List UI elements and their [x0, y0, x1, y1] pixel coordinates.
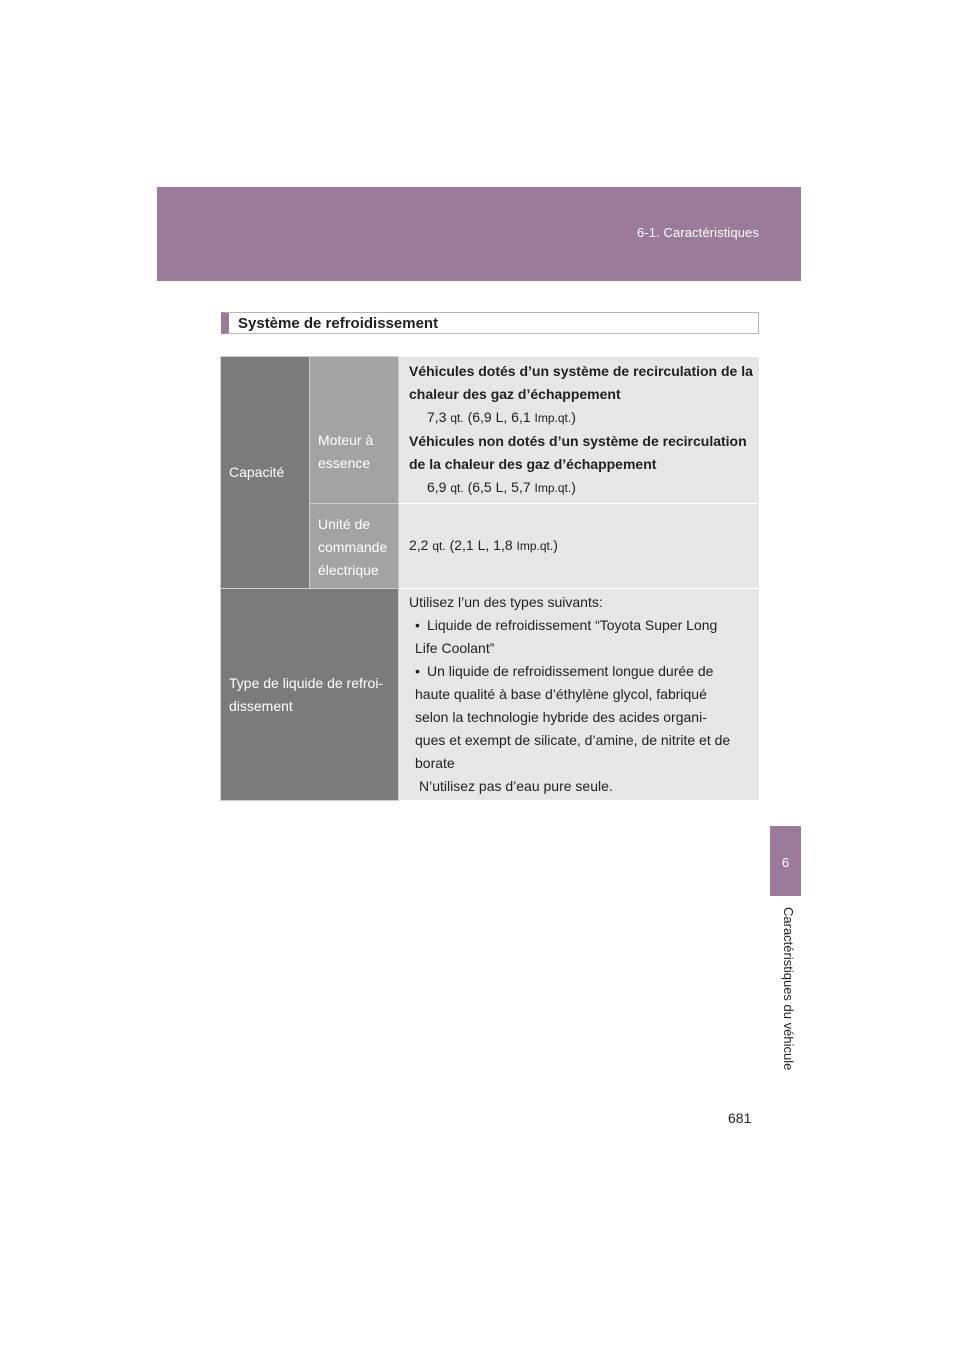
- value-number: 7,3: [427, 409, 451, 426]
- section-title: [221, 312, 759, 334]
- gas-engine-label-cell: [310, 357, 399, 504]
- list-item-text: Liquide de refroidissement “Toyota Super Long: [427, 617, 718, 633]
- section-title-text: Système de refroidissement: [238, 315, 439, 332]
- value-unit: qt.: [450, 411, 464, 426]
- ecu-value: [409, 534, 753, 558]
- value-unit: Imp.qt.: [534, 481, 572, 496]
- ecu-value-cell: [399, 504, 760, 589]
- table-row: [221, 357, 760, 504]
- value-unit: Imp.qt.: [516, 539, 554, 554]
- without-recirc-heading: de la chaleur des gaz d’échappement: [409, 456, 657, 473]
- ecu-label-line: Unité de: [318, 515, 371, 532]
- capacity-label: Capacité: [229, 464, 285, 480]
- with-recirc-value: [409, 406, 753, 430]
- list-item-text: borate: [415, 755, 455, 771]
- value-unit: qt.: [450, 481, 464, 496]
- list-item: [409, 614, 753, 660]
- with-recirc-heading: Véhicules dotés d’un système de recirculation de la: [409, 363, 753, 380]
- gas-engine-label-line: Moteur à: [318, 432, 374, 449]
- gas-engine-value-cell: [399, 357, 760, 504]
- cooling-system-table: [220, 356, 760, 801]
- page-number: 681: [728, 1110, 752, 1126]
- bullet-icon: •: [415, 663, 420, 679]
- value-liters: (6,9 L, 6,1: [463, 409, 535, 426]
- with-recirc-heading: chaleur des gaz d’échappement: [409, 386, 621, 403]
- value-liters: (6,5 L, 5,7: [463, 479, 535, 496]
- value-close: ): [571, 479, 576, 496]
- coolant-type-label-cell: [221, 589, 399, 801]
- ecu-label-line: commande: [318, 538, 388, 555]
- header-band: [157, 187, 801, 281]
- without-recirc-heading: Véhicules non dotés d’un système de recirculation: [409, 433, 747, 450]
- value-close: ): [571, 409, 576, 426]
- coolant-type-label-line: Type de liquide de refroi-: [229, 674, 384, 691]
- value-unit: Imp.qt.: [534, 411, 572, 426]
- capacity-label-cell: [221, 357, 310, 589]
- coolant-type-label-line: dissement: [229, 697, 293, 714]
- list-item-text: Life Coolant”: [415, 640, 495, 656]
- table-row: [221, 589, 760, 801]
- value-number: 2,2: [409, 537, 433, 554]
- coolant-intro: Utilisez l’un des types suivants:: [409, 594, 603, 610]
- list-item-text: ques et exempt de silicate, d’amine, de nitrite et de: [415, 732, 731, 748]
- list-item-text: Un liquide de refroidissement longue durée de: [427, 663, 714, 679]
- coolant-type-value-cell: [399, 589, 760, 801]
- value-liters: (2,1 L, 1,8: [445, 537, 517, 554]
- chapter-label: Caractéristiques du véhicule: [781, 907, 796, 1071]
- bullet-icon: •: [415, 617, 420, 633]
- list-item: [409, 660, 753, 775]
- list-item-text: selon la technologie hybride des acides organi-: [415, 709, 707, 725]
- ecu-label-cell: [310, 504, 399, 589]
- value-close: ): [553, 537, 558, 554]
- value-number: 6,9: [427, 479, 451, 496]
- gas-engine-label-line: essence: [318, 455, 371, 472]
- coolant-warning: N’utilisez pas d’eau pure seule.: [419, 778, 613, 794]
- without-recirc-value: [409, 476, 753, 500]
- chapter-number: 6: [781, 855, 790, 870]
- section-label: 6-1. Caractéristiques: [636, 225, 759, 240]
- value-unit: qt.: [432, 539, 446, 554]
- list-item-text: haute qualité à base d’éthylène glycol, fabriqué: [415, 686, 707, 702]
- ecu-label-line: électrique: [318, 561, 379, 578]
- chapter-tab[interactable]: [770, 826, 801, 896]
